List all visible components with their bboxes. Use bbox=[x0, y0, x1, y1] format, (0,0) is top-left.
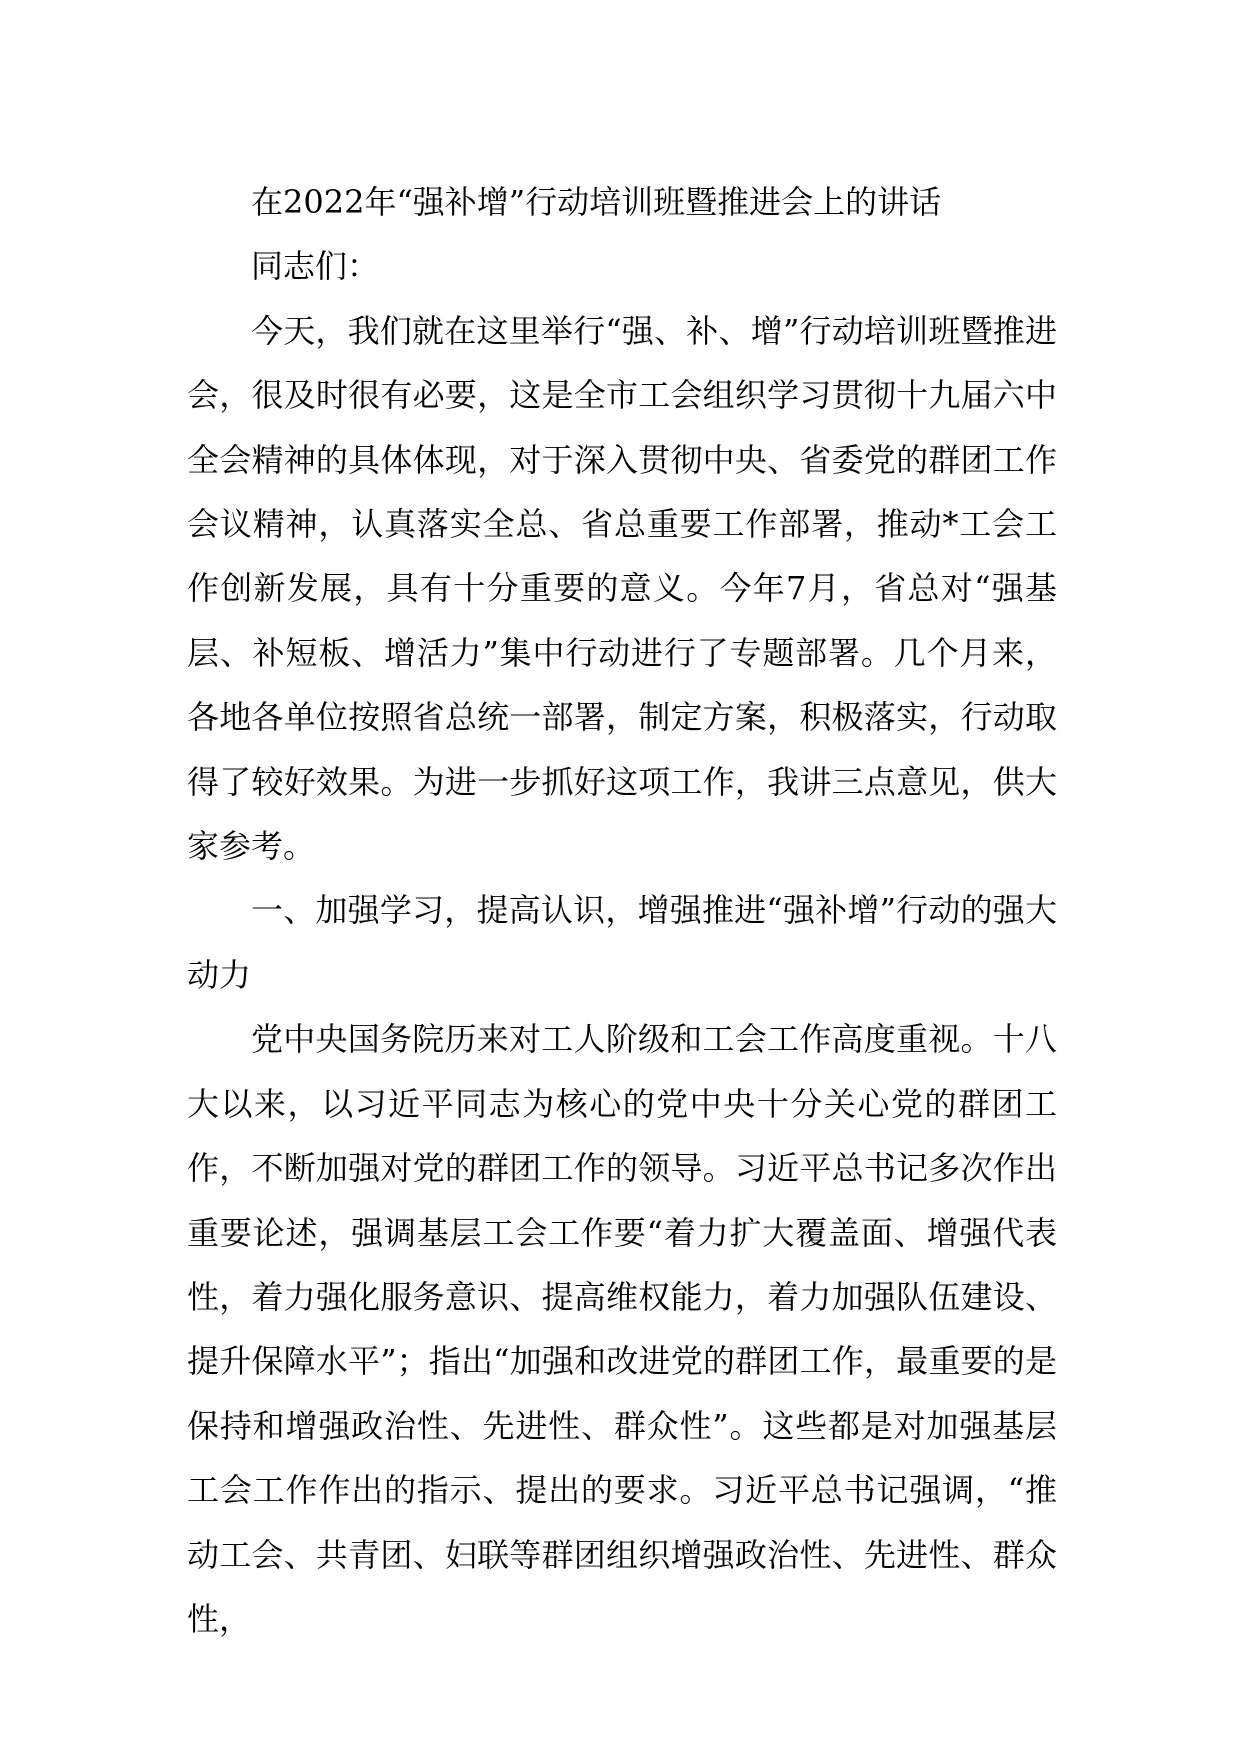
document-body bbox=[187, 170, 1057, 1651]
document-title: 在2022年“强补增”行动培训班暨推进会上的讲话 bbox=[251, 183, 942, 221]
salutation: 同志们： bbox=[251, 247, 380, 286]
section-heading-1: 一、加强学习，提高认识，增强推进“强补增”行动的强大动力 bbox=[187, 891, 1057, 994]
paragraph-intro: 今天，我们就在这里举行“强、补、增”行动培训班暨推进会，很及时很有必要，这是全市工会组织学习贯彻十九届六中全会精神的具体体现，对于深入贯彻中央、省委党的群团工作会议精神，认真落实全总、省总重要工作部署，推动*工会工作创新发展，具有十分重要的意义。今年7月，省总对“强基层、补短板、增活力”集中行动进行了专题部署。几个月来，各地各单位按照省总统一部署，制定方案，积极落实，行动取得了较好效果。为进一步抓好这项工作，我讲三点意见，供大家参考。 bbox=[187, 311, 1057, 866]
paragraph-section-1: 党中央国务院历来对工人阶级和工会工作高度重视。十八大以来，以习近平同志为核心的党中央十分关心党的群团工作，不断加强对党的群团工作的领导。习近平总书记多次作出重要论述，强调基层工会工作要“着力扩大覆盖面、增强代表性，着力强化服务意识、提高维权能力，着力加强队伍建设、提升保障水平”；指出“加强和改进党的群团工作，最重要的是保持和增强政治性、先进性、群众性”。这些都是对加强基层工会工作作出的指示、提出的要求。习近平总书记强调，“推动工会、共青团、妇联等群团组织增强政治性、先进性、群众性， bbox=[187, 1020, 1057, 1638]
